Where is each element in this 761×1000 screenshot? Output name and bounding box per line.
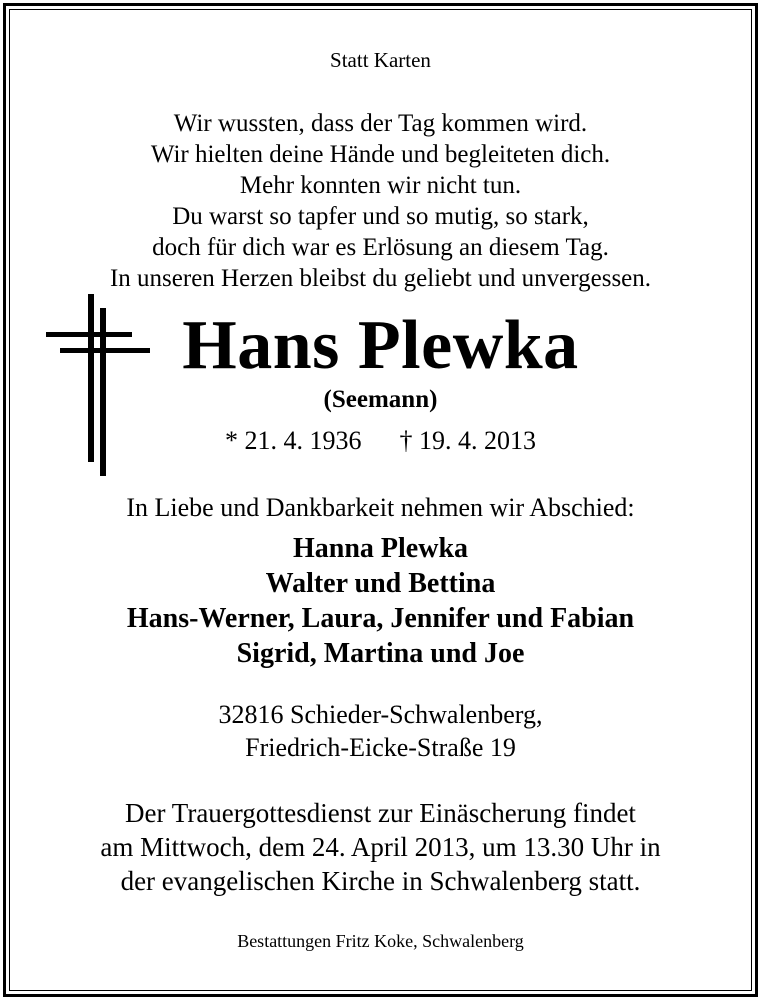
deceased-nickname: (Seemann) (323, 386, 438, 413)
mourner-name: Sigrid, Martina und Joe (236, 638, 525, 669)
mourner-name: Hans-Werner, Laura, Jennifer und Fabian (126, 603, 635, 634)
poem-line: Du warst so tapfer und so mutig, so stark, (172, 203, 589, 230)
thanks-line: In Liebe und Dankbarkeit nehmen wir Abschied: (126, 493, 635, 522)
life-dates (0, 426, 761, 456)
service-line: am Mittwoch, dem 24. April 2013, um 13.30 Uhr in (100, 832, 661, 862)
address-line: 32816 Schieder-Schwalenberg, (218, 700, 543, 729)
poem-line: In unseren Herzen bleibst du geliebt und unvergessen. (109, 265, 652, 292)
service-line: der evangelischen Kirche in Schwalenberg statt. (120, 866, 641, 896)
address-line: Friedrich-Eicke-Straße 19 (245, 733, 516, 762)
poem-line: doch für dich war es Erlösung an diesem Tag. (152, 234, 609, 261)
service-line: Der Trauergottesdienst zur Einäscherung findet (125, 798, 636, 828)
death-date: † 19. 4. 2013 (399, 426, 536, 455)
undertaker-line: Bestattungen Fritz Koke, Schwalenberg (237, 931, 524, 951)
birth-date: * 21. 4. 1936 (225, 426, 362, 455)
deceased-name: Hans Plewka (182, 307, 579, 384)
mourner-name: Hanna Plewka (292, 533, 469, 564)
poem-line: Wir wussten, dass der Tag kommen wird. (173, 110, 588, 137)
mourner-name: Walter und Bettina (265, 568, 496, 599)
poem-line: Mehr konnten wir nicht tun. (239, 172, 522, 199)
intro-text: Statt Karten (330, 48, 431, 72)
poem-line: Wir hielten deine Hände und begleiteten dich. (150, 141, 611, 168)
